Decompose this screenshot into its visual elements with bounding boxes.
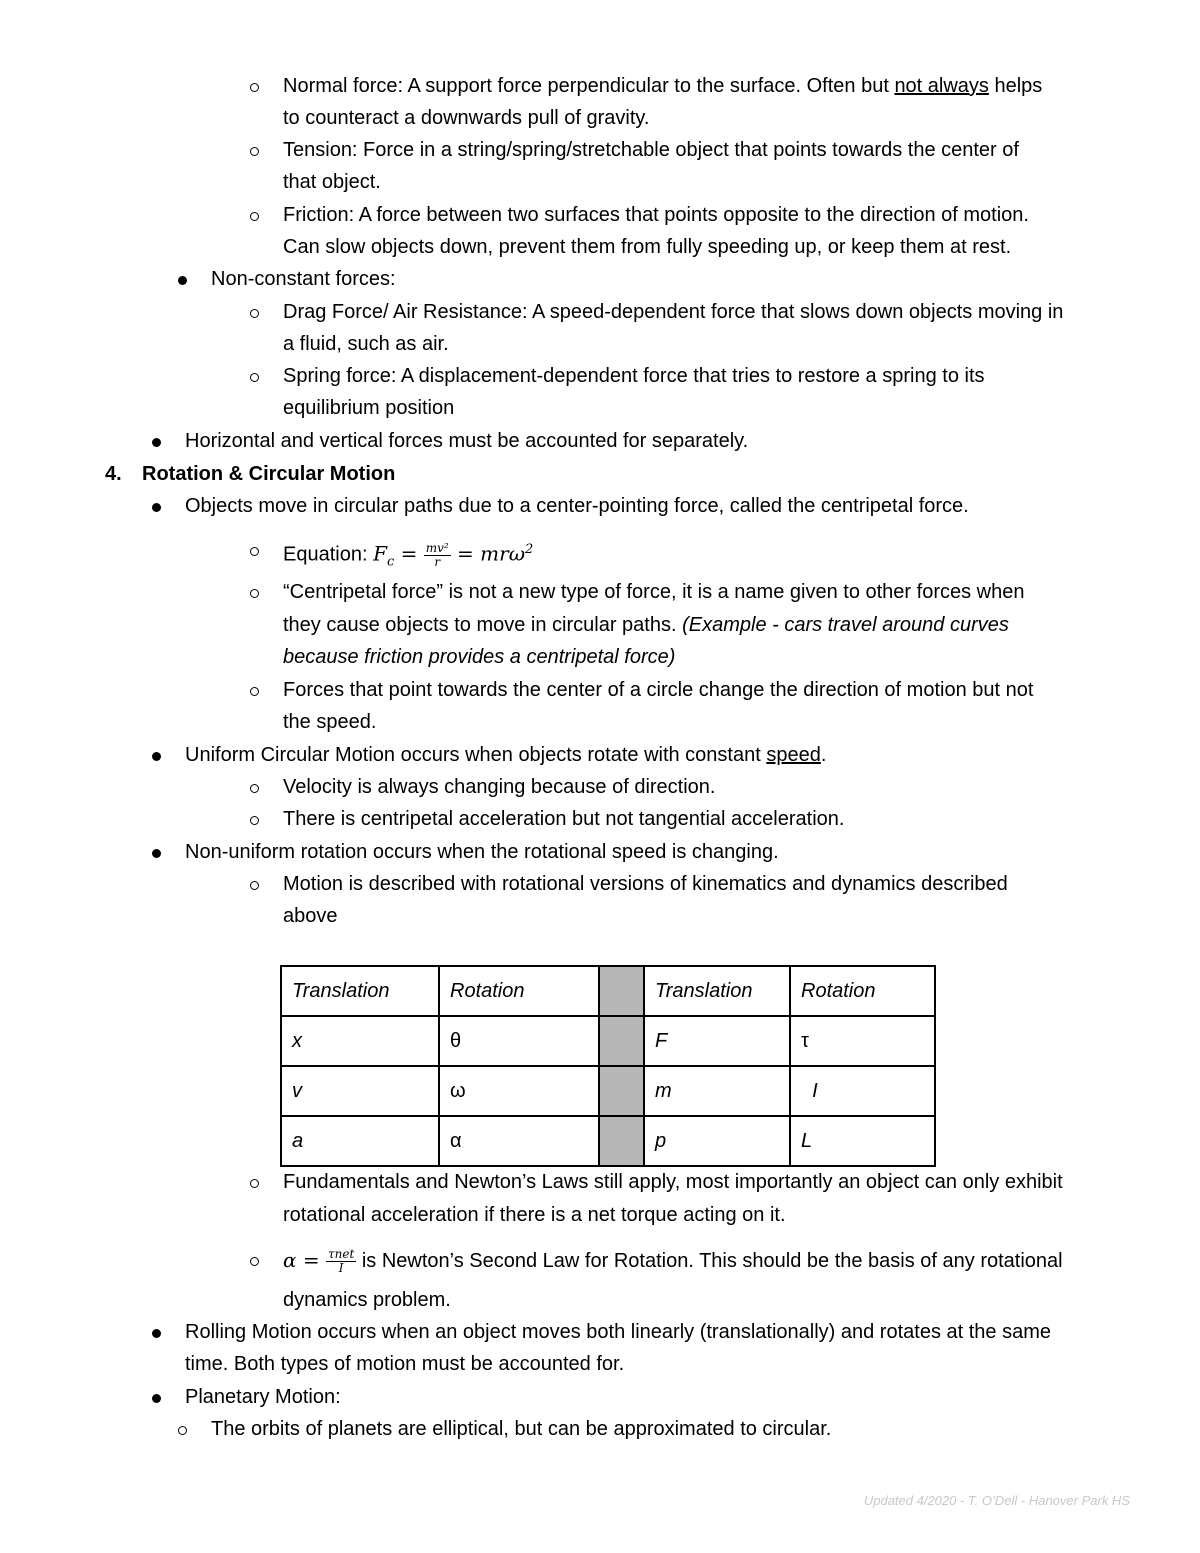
rolling-motion-line-1: Rolling Motion occurs when an object moves both linearly (translationally) and rotates at the same [185, 1321, 1051, 1343]
horizontal-vertical: Horizontal and vertical forces must be accounted for separately. [185, 430, 749, 452]
drag-line-2: a fluid, such as air. [283, 333, 449, 355]
table-cell: L [790, 1116, 935, 1166]
table-cell: m [644, 1066, 790, 1116]
table-cell: a [281, 1116, 439, 1166]
motion-described-line-1: Motion is described with rotational versions of kinematics and dynamics described [283, 873, 1008, 895]
hollow-bullet [250, 576, 259, 608]
hollow-bullet [250, 1244, 259, 1276]
fundamentals-line-2: rotational acceleration if there is a net torque acting on it. [283, 1204, 786, 1226]
centripetal-line-3: because friction provides a centripetal force) [283, 646, 676, 668]
filled-bullet [152, 490, 161, 522]
filled-bullet [152, 1316, 161, 1348]
filled-bullet [152, 1381, 161, 1413]
velocity-changing: Velocity is always changing because of direction. [283, 776, 716, 798]
motion-described-line-2: above [283, 905, 338, 927]
section-number: 4. [105, 463, 122, 485]
hollow-bullet [178, 1413, 187, 1445]
table-row [281, 1016, 935, 1066]
orbits-elliptical: The orbits of planets are elliptical, but can be approximated to circular. [211, 1418, 832, 1440]
table-cell: v [281, 1066, 439, 1116]
filled-bullet [152, 425, 161, 457]
friction-line-2: Can slow objects down, prevent them from fully speeding up, or keep them at rest. [283, 236, 1012, 258]
centripetal-line-1: “Centripetal force” is not a new type of force, it is a name given to other forces when [283, 581, 1025, 603]
table-header-cell: Translation [281, 966, 439, 1016]
hollow-bullet [250, 1166, 259, 1198]
hollow-bullet [250, 70, 259, 102]
tension-line-1: Tension: Force in a string/spring/stretchable object that points towards the center of [283, 139, 1019, 161]
table-cell: α [439, 1116, 599, 1166]
filled-bullet [152, 836, 161, 868]
hollow-bullet [250, 134, 259, 166]
objects-circular: Objects move in circular paths due to a center-pointing force, called the centripetal force. [185, 495, 969, 517]
table-header-cell: Translation [644, 966, 790, 1016]
table-header-cell: Rotation [790, 966, 935, 1016]
table-cell: ω [439, 1066, 599, 1116]
hollow-bullet [250, 534, 259, 566]
tension-line-2: that object. [283, 171, 381, 193]
table-header-row [281, 966, 935, 1016]
nonuniform-rotation: Non-uniform rotation occurs when the rotational speed is changing. [185, 841, 779, 863]
friction-line-1: Friction: A force between two surfaces that points opposite to the direction of motion. [283, 204, 1029, 226]
spring-line-1: Spring force: A displacement-dependent force that tries to restore a spring to its [283, 365, 985, 387]
hollow-bullet [250, 868, 259, 900]
torque-fraction: $\frac{\text{τnet}}{I}$ [327, 1247, 355, 1276]
table-gap-cell [599, 966, 644, 1016]
forces-center-line-2: the speed. [283, 711, 377, 733]
newton-second-law-rotation: α = $\frac{\text{τnet}}{I}$ is Newton’s Second Law for Rotation. This should be the basis of any rotational [283, 1247, 1063, 1276]
translation-rotation-table [280, 965, 936, 1167]
hollow-bullet [250, 674, 259, 706]
section-title: Rotation & Circular Motion [142, 463, 396, 485]
table-gap-cell [599, 1116, 644, 1166]
normal-force-line-2: to counteract a downwards pull of gravity. [283, 107, 650, 129]
centripetal-acceleration: There is centripetal acceleration but not tangential acceleration. [283, 808, 845, 830]
hollow-bullet [250, 803, 259, 835]
table-gap-cell [599, 1066, 644, 1116]
table-row [281, 1066, 935, 1116]
equation-line: Equation: $F_c$ = $\frac{\text{mv²}}{r}$ = mrω$^2$ [283, 540, 534, 570]
planetary-motion: Planetary Motion: [185, 1386, 341, 1408]
dynamics-problem: dynamics problem. [283, 1289, 451, 1311]
table-cell: τ [790, 1016, 935, 1066]
filled-bullet [178, 263, 187, 295]
table-cell: I [790, 1066, 935, 1116]
nonconstant-forces: Non-constant forces: [211, 268, 396, 290]
table-row [281, 1116, 935, 1166]
hollow-bullet [250, 199, 259, 231]
filled-bullet [152, 739, 161, 771]
hollow-bullet [250, 360, 259, 392]
page-footer: Updated 4/2020 - T. O’Dell - Hanover Park HS [863, 1493, 1130, 1508]
table-cell: θ [439, 1016, 599, 1066]
rolling-motion-line-2: time. Both types of motion must be accounted for. [185, 1353, 625, 1375]
spring-line-2: equilibrium position [283, 397, 455, 419]
fundamentals-line-1: Fundamentals and Newton’s Laws still apply, most importantly an object can only exhibit [283, 1171, 1063, 1193]
hollow-bullet [250, 771, 259, 803]
centripetal-fraction: $\frac{\text{mv²}}{r}$ [425, 540, 449, 569]
table-cell: x [281, 1016, 439, 1066]
normal-force-line-1: Normal force: A support force perpendicular to the surface. Often but not always helps [283, 75, 1043, 97]
drag-line-1: Drag Force/ Air Resistance: A speed-dependent force that slows down objects moving in [283, 301, 1064, 323]
table-gap-cell [599, 1016, 644, 1066]
table-cell: F [644, 1016, 790, 1066]
table-cell: p [644, 1116, 790, 1166]
forces-center-line-1: Forces that point towards the center of a circle change the direction of motion but not [283, 679, 1034, 701]
centripetal-line-2: they cause objects to move in circular paths. (Example - cars travel around curves [283, 614, 1009, 636]
hollow-bullet [250, 296, 259, 328]
uniform-circular-motion: Uniform Circular Motion occurs when objects rotate with constant speed. [185, 744, 827, 766]
table-header-cell: Rotation [439, 966, 599, 1016]
